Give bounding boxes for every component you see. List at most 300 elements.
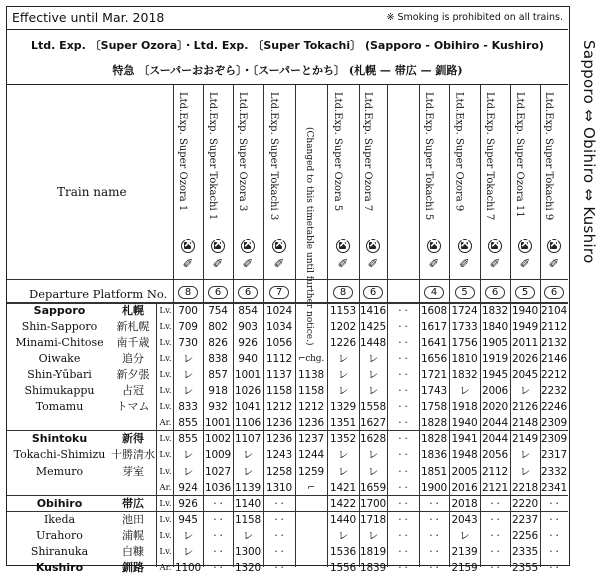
time-cell: 1236 xyxy=(266,417,292,430)
time-cell: 1840 xyxy=(482,321,508,334)
time-cell: 2006 xyxy=(482,385,508,398)
arrival-departure-marker: Lv. xyxy=(159,370,172,381)
arrival-departure-marker: Ar. xyxy=(159,562,172,573)
time-cell: · · xyxy=(429,561,439,574)
time-cell: 2146 xyxy=(541,353,567,366)
effective-date: Effective until Mar. 2018 xyxy=(12,10,165,25)
time-cell: 1026 xyxy=(235,385,261,398)
time-cell: · · xyxy=(398,369,408,382)
no-smoking-icon xyxy=(211,239,225,253)
time-cell: 2005 xyxy=(451,465,478,478)
time-cell: 1724 xyxy=(451,305,478,317)
platform-number-1: 8 xyxy=(178,286,198,299)
title-header xyxy=(7,30,568,85)
title-japanese: 特急 〔スーパーおおぞら〕・〔スーパーとかち〕 (札幌 — 帯広 — 釧路) xyxy=(112,64,463,77)
title-english: Ltd. Exp. 〔Super Ozora〕・Ltd. Exp. 〔Super Tokachi〕 (Sapporo - Obihiro - Kushiro) xyxy=(31,39,544,52)
no-smoking-icon xyxy=(241,239,255,253)
table-row xyxy=(7,560,568,576)
time-cell: 940 xyxy=(238,353,258,366)
train-name-6: Ltd.Exp. Super Ozora 5 xyxy=(332,92,343,212)
time-cell: レ xyxy=(337,449,349,462)
time-cell: 1556 xyxy=(330,561,356,574)
time-cell: 924 xyxy=(178,481,198,494)
time-cell: レ xyxy=(337,369,349,382)
time-cell: 2044 xyxy=(482,417,508,430)
time-cell: 1718 xyxy=(360,513,386,526)
reserved-seat-icon: ✐ xyxy=(428,257,440,272)
station-name-en: Memuro xyxy=(35,464,84,478)
time-cell: 926 xyxy=(178,497,198,510)
no-smoking-icon xyxy=(336,239,350,253)
time-cell: · · xyxy=(398,321,408,334)
time-cell: 2139 xyxy=(451,545,478,558)
time-cell: 1259 xyxy=(298,465,324,478)
time-cell: レ xyxy=(367,465,379,478)
time-cell: 1851 xyxy=(421,465,447,478)
time-cell: 2026 xyxy=(512,353,538,366)
time-cell: · · xyxy=(490,497,500,510)
time-cell: 2056 xyxy=(482,449,508,462)
time-cell: 854 xyxy=(238,305,258,317)
time-cell: 1310 xyxy=(266,481,292,494)
train-name-2: Ltd.Exp. Super Tokachi 1 xyxy=(207,92,218,221)
time-cell: 1258 xyxy=(266,465,292,478)
train-name-4: Ltd.Exp. Super Tokachi 3 xyxy=(268,92,279,221)
time-cell: 1819 xyxy=(360,545,386,558)
station-name-en: Ikeda xyxy=(43,512,76,526)
time-cell: 1041 xyxy=(235,401,261,414)
arrival-departure-marker: Ar. xyxy=(159,418,172,429)
time-cell: レ xyxy=(337,385,349,398)
time-cell: 1440 xyxy=(330,513,356,526)
platform-number-2: 6 xyxy=(208,286,228,299)
smoking-notice: ※ Smoking is prohibited on all trains. xyxy=(386,12,563,23)
time-cell: 1027 xyxy=(205,465,231,478)
time-cell: · · xyxy=(213,513,223,526)
time-cell: 2232 xyxy=(541,385,567,398)
station-name-ja: 新札幌 xyxy=(116,320,150,334)
time-cell: 1448 xyxy=(360,337,386,350)
reserved-seat-icon: ✐ xyxy=(367,257,379,272)
time-cell: · · xyxy=(274,561,284,574)
time-cell: ⌐ xyxy=(307,482,315,493)
time-cell: 1329 xyxy=(330,401,356,414)
time-cell: 2355 xyxy=(512,561,538,574)
time-cell: 2126 xyxy=(512,401,538,414)
time-cell: 1905 xyxy=(482,337,508,350)
time-cell: 2335 xyxy=(512,545,538,558)
time-cell: 2020 xyxy=(482,401,508,414)
time-cell: レ xyxy=(367,353,379,366)
table-row xyxy=(7,415,568,431)
platform-number-12: 5 xyxy=(515,286,535,299)
time-cell: 2121 xyxy=(482,481,508,494)
station-name-ja: 帯広 xyxy=(122,496,144,510)
time-cell: 1758 xyxy=(421,401,447,414)
time-cell: 802 xyxy=(208,321,228,334)
arrival-departure-marker: Lv. xyxy=(159,450,172,461)
effective-header xyxy=(7,7,568,30)
station-name-ja: 浦幌 xyxy=(122,528,144,542)
time-cell: · · xyxy=(274,529,284,542)
reserved-seat-icon: ✐ xyxy=(273,257,285,272)
time-cell: レ xyxy=(182,369,194,382)
time-cell: レ xyxy=(182,385,194,398)
time-cell: 1656 xyxy=(421,353,447,366)
arrival-departure-marker: Lv. xyxy=(159,546,172,557)
table-row xyxy=(7,351,568,367)
platform-number-11: 6 xyxy=(485,286,505,299)
time-cell: 1919 xyxy=(482,353,508,366)
time-cell: 1918 xyxy=(451,401,478,414)
time-cell: 2104 xyxy=(541,305,567,317)
station-name-ja: 芽室 xyxy=(122,464,144,478)
time-cell: 1422 xyxy=(330,497,356,510)
arrival-departure-marker: Lv. xyxy=(159,338,172,349)
station-name-en: Shin-Yūbari xyxy=(27,368,92,382)
time-cell: 1002 xyxy=(205,433,231,446)
station-name-ja: 南千歳 xyxy=(116,336,150,350)
time-cell: 1810 xyxy=(451,353,478,366)
time-cell: 1140 xyxy=(235,497,261,510)
table-row xyxy=(7,303,568,319)
table-row xyxy=(7,367,568,383)
time-cell: · · xyxy=(213,561,223,574)
reserved-seat-icon: ✐ xyxy=(212,257,224,272)
station-name-ja: 白糠 xyxy=(122,544,144,558)
time-cell: 1244 xyxy=(298,449,324,462)
time-cell: · · xyxy=(398,529,408,542)
time-cell: 826 xyxy=(208,337,228,350)
time-cell: · · xyxy=(398,401,408,414)
time-cell: 2237 xyxy=(512,513,538,526)
arrival-departure-marker: Lv. xyxy=(159,306,172,316)
time-cell: レ xyxy=(367,369,379,382)
arrival-departure-marker: Lv. xyxy=(159,498,172,509)
time-cell: 1836 xyxy=(421,449,447,462)
train-name-13: Ltd.Exp. Super Tokachi 9 xyxy=(543,92,554,221)
station-name-en: Shin-Sapporo xyxy=(21,320,98,334)
station-name-en: Oiwake xyxy=(38,352,81,366)
arrival-departure-marker: Lv. xyxy=(159,514,172,525)
time-cell: 1945 xyxy=(482,369,508,382)
time-cell: · · xyxy=(398,353,408,366)
time-cell: 1112 xyxy=(266,353,292,366)
time-cell: 1941 xyxy=(451,433,478,446)
station-name-ja: 新得 xyxy=(122,432,144,446)
time-cell: 1158 xyxy=(235,513,261,526)
time-cell: レ xyxy=(182,449,194,462)
station-name-ja: 池田 xyxy=(122,512,144,526)
time-cell: 1009 xyxy=(205,449,231,462)
time-cell: · · xyxy=(398,561,408,574)
time-cell: レ xyxy=(367,385,379,398)
no-smoking-icon xyxy=(547,239,561,253)
time-cell: 1832 xyxy=(482,305,508,317)
time-cell: 1300 xyxy=(235,545,261,558)
station-name-ja: 新夕張 xyxy=(116,368,150,382)
arrival-departure-marker: Lv. xyxy=(159,434,172,445)
time-cell: · · xyxy=(398,465,408,478)
no-smoking-icon xyxy=(181,239,195,253)
time-cell: · · xyxy=(549,513,559,526)
time-cell: 1153 xyxy=(330,305,356,317)
time-cell: · · xyxy=(398,497,408,510)
time-cell: · · xyxy=(549,545,559,558)
time-cell: 838 xyxy=(208,353,228,366)
arrival-departure-marker: Lv. xyxy=(159,386,172,397)
station-name-en: Tomamu xyxy=(35,400,84,414)
time-cell: 2043 xyxy=(451,513,478,526)
time-cell: · · xyxy=(398,545,408,558)
time-cell: 754 xyxy=(208,305,228,317)
time-cell: レ xyxy=(367,529,379,542)
time-cell: · · xyxy=(549,497,559,510)
time-cell: 1352 xyxy=(330,433,356,446)
table-row xyxy=(7,335,568,351)
time-cell: レ xyxy=(459,385,470,398)
time-cell: 2317 xyxy=(541,449,567,462)
time-cell: 1237 xyxy=(298,433,324,446)
time-cell: 2148 xyxy=(512,417,538,430)
table-row xyxy=(7,399,568,415)
time-cell: · · xyxy=(490,545,500,558)
time-cell: レ xyxy=(519,449,531,462)
table-row xyxy=(7,464,568,480)
time-cell: 945 xyxy=(178,513,198,526)
table-row xyxy=(7,544,568,560)
time-cell: 2044 xyxy=(482,433,508,446)
time-cell: 1756 xyxy=(451,337,478,350)
table-row xyxy=(7,447,568,463)
time-cell: 833 xyxy=(178,401,198,414)
route-side-label: Sapporo ⇔ Obihiro ⇔ Kushiro xyxy=(580,40,598,264)
time-cell: · · xyxy=(549,529,559,542)
time-cell: · · xyxy=(398,433,408,446)
no-smoking-icon xyxy=(458,239,472,253)
train-name-7: Ltd.Exp. Super Ozora 7 xyxy=(362,92,373,212)
no-smoking-icon xyxy=(427,239,441,253)
time-cell: 1416 xyxy=(360,305,386,317)
station-name-ja: 釧路 xyxy=(122,560,144,574)
time-cell: 1106 xyxy=(235,417,261,430)
time-cell: レ xyxy=(242,449,254,462)
time-cell: 2332 xyxy=(541,465,567,478)
time-cell: 1900 xyxy=(421,481,447,494)
time-cell: 1107 xyxy=(235,433,261,446)
time-cell: · · xyxy=(274,545,284,558)
time-cell: レ xyxy=(337,465,349,478)
time-cell: 700 xyxy=(178,305,198,317)
platform-number-4: 7 xyxy=(269,286,289,299)
time-cell: レ xyxy=(242,529,254,542)
time-cell: · · xyxy=(490,561,500,574)
no-smoking-icon xyxy=(272,239,286,253)
time-cell: · · xyxy=(213,497,223,510)
time-cell: · · xyxy=(429,545,439,558)
station-name-en: Obihiro xyxy=(36,496,83,510)
time-cell: 1659 xyxy=(360,481,386,494)
time-cell: · · xyxy=(274,513,284,526)
train-name-9: Ltd.Exp. Super Tokachi 5 xyxy=(423,92,434,221)
time-cell: レ xyxy=(519,385,531,398)
time-cell: 1421 xyxy=(330,481,356,494)
time-cell: · · xyxy=(213,529,223,542)
time-cell: 2112 xyxy=(541,321,567,334)
time-cell: レ xyxy=(519,465,531,478)
time-cell: 1202 xyxy=(330,321,356,334)
time-cell: · · xyxy=(398,481,408,494)
reserved-seat-icon: ✐ xyxy=(519,257,531,272)
time-cell: 2256 xyxy=(512,529,538,542)
time-cell: 2045 xyxy=(512,369,538,382)
time-cell: · · xyxy=(274,497,284,510)
time-cell: 2011 xyxy=(512,337,538,350)
time-cell: 2246 xyxy=(541,401,567,414)
time-cell: 1832 xyxy=(451,369,478,382)
time-cell: 2016 xyxy=(451,481,478,494)
station-name-en: Shiranuka xyxy=(30,544,89,558)
station-name-ja: トマム xyxy=(116,400,150,414)
time-cell: 1158 xyxy=(298,385,324,398)
time-cell: 1828 xyxy=(421,417,447,430)
station-name-en: Kushiro xyxy=(35,560,84,574)
table-row xyxy=(7,383,568,399)
station-name-en: Tokachi-Shimizu xyxy=(13,448,106,462)
time-cell: 2341 xyxy=(541,481,567,494)
time-cell: 1733 xyxy=(451,321,478,334)
time-cell: 857 xyxy=(208,369,228,382)
train-name-12: Ltd.Exp. Super Ozora 11 xyxy=(514,92,525,218)
time-cell: 2220 xyxy=(512,497,538,510)
time-cell: 1243 xyxy=(266,449,292,462)
time-cell: 1036 xyxy=(205,481,231,494)
platform-number-7: 6 xyxy=(363,286,383,299)
no-smoking-icon xyxy=(488,239,502,253)
time-cell: · · xyxy=(398,337,408,350)
time-cell: 1839 xyxy=(360,561,386,574)
time-cell: 709 xyxy=(178,321,198,334)
time-cell: 1001 xyxy=(205,417,231,430)
time-cell: 1558 xyxy=(360,401,386,414)
time-cell: 855 xyxy=(178,417,198,430)
train-name-11: Ltd.Exp. Super Tokachi 7 xyxy=(484,92,495,221)
time-cell: 926 xyxy=(238,337,258,350)
time-cell: 1425 xyxy=(360,321,386,334)
time-cell: · · xyxy=(490,529,500,542)
time-cell: 1137 xyxy=(266,369,292,382)
reserved-seat-icon: ✐ xyxy=(459,257,470,272)
time-cell: · · xyxy=(213,545,223,558)
time-cell: 1001 xyxy=(235,369,261,382)
time-cell: 1236 xyxy=(266,433,292,446)
time-cell: 1212 xyxy=(266,401,292,414)
station-name-en: Shimukappu xyxy=(24,384,95,398)
table-row xyxy=(7,512,568,528)
time-cell: 932 xyxy=(208,401,228,414)
time-cell: 1320 xyxy=(235,561,261,574)
no-smoking-icon xyxy=(518,239,532,253)
reserved-seat-icon: ✐ xyxy=(489,257,501,272)
table-row xyxy=(7,528,568,544)
time-cell: レ xyxy=(367,449,379,462)
station-name-ja: 追分 xyxy=(122,352,144,366)
time-cell: 1236 xyxy=(298,417,324,430)
arrival-departure-marker: Lv. xyxy=(159,466,172,477)
time-cell: · · xyxy=(398,449,408,462)
reserved-seat-icon: ✐ xyxy=(182,257,194,272)
time-cell: · · xyxy=(490,513,500,526)
time-cell: 1721 xyxy=(421,369,447,382)
time-cell: 1158 xyxy=(266,385,292,398)
time-cell: 1536 xyxy=(330,545,356,558)
table-row xyxy=(7,496,568,512)
time-cell: · · xyxy=(549,561,559,574)
time-cell: 1828 xyxy=(421,433,447,446)
time-cell: · · xyxy=(398,417,408,430)
time-cell: レ xyxy=(182,545,194,558)
time-cell: ⌐chg. xyxy=(297,354,324,365)
time-cell: 1617 xyxy=(421,321,447,334)
time-cell: 1056 xyxy=(266,337,292,350)
time-cell: 2212 xyxy=(541,369,567,382)
station-name-en: Urahoro xyxy=(36,528,83,542)
time-cell: 1139 xyxy=(235,481,261,494)
time-cell: レ xyxy=(242,465,254,478)
time-cell: · · xyxy=(429,497,439,510)
time-cell: 1608 xyxy=(421,305,447,317)
reserved-seat-icon: ✐ xyxy=(337,257,349,272)
table-row xyxy=(7,480,568,496)
time-cell: 903 xyxy=(238,321,258,334)
reserved-seat-icon: ✐ xyxy=(242,257,254,272)
time-cell: · · xyxy=(398,305,408,317)
arrival-departure-marker: Ar. xyxy=(159,482,172,493)
time-cell: 2112 xyxy=(482,465,508,478)
train-name-10: Ltd.Exp. Super Ozora 9 xyxy=(453,92,465,212)
time-cell: 1949 xyxy=(512,321,538,334)
station-name-ja: 札幌 xyxy=(122,304,144,317)
timetable-sheet xyxy=(6,6,570,574)
grid-line-horizontal xyxy=(7,279,568,280)
time-cell: 2309 xyxy=(541,417,567,430)
time-cell: 1940 xyxy=(512,305,538,317)
arrival-departure-marker: Lv. xyxy=(159,530,172,541)
time-cell: 918 xyxy=(208,385,228,398)
time-cell: 1948 xyxy=(451,449,478,462)
departure-platform-label: Departure Platform No. xyxy=(29,287,168,301)
station-name-en: Sapporo xyxy=(33,304,86,317)
table-row xyxy=(7,319,568,335)
time-cell: レ xyxy=(182,353,194,366)
time-cell: 730 xyxy=(178,337,198,350)
platform-number-3: 6 xyxy=(238,286,258,299)
time-cell: 1138 xyxy=(298,369,324,382)
station-name-en: Minami-Chitose xyxy=(15,336,104,350)
train-name-label: Train name xyxy=(57,185,127,199)
time-cell: 1743 xyxy=(421,385,447,398)
time-cell: レ xyxy=(182,529,194,542)
time-cell: · · xyxy=(398,385,408,398)
time-cell: 855 xyxy=(178,433,198,446)
time-cell: 2309 xyxy=(541,433,567,446)
time-cell: 1212 xyxy=(298,401,324,414)
time-cell: 2149 xyxy=(512,433,538,446)
time-cell: 1034 xyxy=(266,321,292,334)
time-cell: レ xyxy=(337,353,349,366)
time-cell: 1024 xyxy=(266,305,292,317)
table-row xyxy=(7,431,568,447)
